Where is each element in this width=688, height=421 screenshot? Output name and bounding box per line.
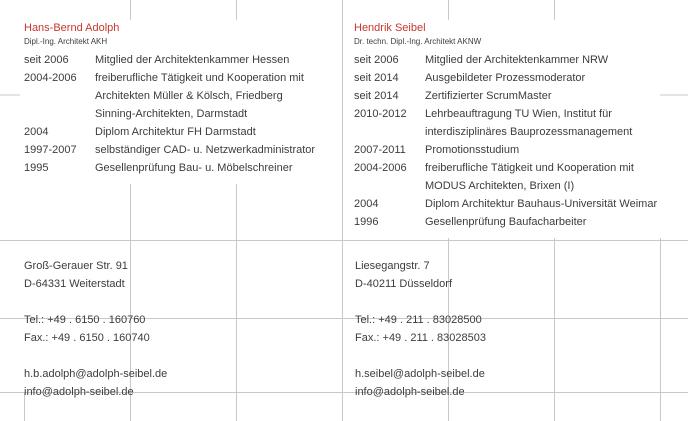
cv-entry-line: Diplom Architektur Bauhaus-Universität Weimar	[425, 198, 658, 210]
right-profile	[350, 22, 660, 231]
cv-entry-year: 2004-2006	[24, 72, 77, 84]
left-name: Hans-Bernd Adolph	[24, 22, 120, 34]
left-profile	[20, 22, 320, 177]
cv-entry-line: interdisziplinäres Bauprozessmanagement	[425, 126, 633, 138]
cv-entry-line: Ausgebildeter Prozessmoderator	[425, 72, 586, 84]
cv-entry-year: 2010-2012	[354, 108, 407, 120]
cv-entry-line: freiberufliche Tätigkeit und Kooperation mit	[95, 72, 304, 84]
right-tel-label: Tel.:	[355, 314, 376, 326]
cv-entry-line: Lehrbeauftragung TU Wien, Institut für	[425, 108, 612, 120]
right-street: Liesegangstr. 7	[355, 260, 430, 272]
cv-entry-description	[425, 51, 660, 69]
right-contact	[355, 257, 555, 401]
cv-entry-line: Gesellenprüfung Baufacharbeiter	[425, 216, 587, 228]
cv-entry-description	[425, 195, 660, 213]
left-tel-number[interactable]: +49 . 6150 . 160760	[47, 314, 146, 326]
cv-entry-description	[425, 105, 660, 141]
cv-entry	[24, 141, 320, 159]
cv-entry-year: 2004	[24, 126, 49, 138]
cv-entry-description	[95, 51, 320, 69]
cv-entry-year: 2004-2006	[354, 162, 407, 174]
right-email-link[interactable]: h.seibel@adolph-seibel.de	[355, 368, 485, 380]
right-cv-list	[350, 51, 660, 231]
cv-entry-year: seit 2014	[354, 72, 399, 84]
left-cv-list	[20, 51, 320, 177]
cv-entry-description	[425, 213, 660, 231]
cv-entry-description	[95, 159, 320, 177]
cv-entry-description	[95, 69, 320, 123]
cv-entry-line: Architekten Müller & Kölsch, Friedberg	[95, 90, 283, 102]
right-tel	[355, 311, 555, 329]
cv-entry-description	[95, 141, 320, 159]
cv-entry-description	[425, 141, 660, 159]
cv-entry-year: 1995	[24, 162, 49, 174]
cv-entry-year: 1997-2007	[24, 144, 77, 156]
cv-entry-line: Promotionsstudium	[425, 144, 520, 156]
cv-entry	[354, 195, 660, 213]
cv-entry-year: seit 2006	[24, 54, 69, 66]
cv-entry	[354, 213, 660, 231]
left-tel	[24, 311, 224, 329]
cv-entry-year: seit 2014	[354, 90, 399, 102]
cv-entry	[354, 69, 660, 87]
right-info-email-link[interactable]: info@adolph-seibel.de	[355, 386, 465, 398]
left-title: Dipl.-Ing. Architekt AKH	[24, 37, 108, 46]
cv-entry-line: Diplom Architektur FH Darmstadt	[95, 126, 256, 138]
left-fax-label: Fax.:	[24, 332, 49, 344]
cv-entry-description	[425, 159, 660, 195]
cv-entry-line: MODUS Architekten, Brixen (I)	[425, 180, 575, 192]
left-info-email-link[interactable]: info@adolph-seibel.de	[24, 386, 134, 398]
cv-entry-line: Gesellenprüfung Bau- u. Möbelschreiner	[95, 162, 293, 174]
right-fax	[355, 329, 555, 347]
cv-entry-year: 2007-2011	[354, 144, 406, 156]
cv-entry-year: 2004	[354, 198, 379, 210]
cv-entry-description	[425, 87, 660, 105]
left-city: D-64331 Weiterstadt	[24, 278, 125, 290]
cv-entry	[24, 123, 320, 141]
cv-entry	[354, 105, 660, 141]
cv-entry	[354, 51, 660, 69]
cv-entry-year: 1996	[354, 216, 379, 228]
left-email-link[interactable]: h.b.adolph@adolph-seibel.de	[24, 368, 168, 380]
left-street: Groß-Gerauer Str. 91	[24, 260, 128, 272]
left-tel-label: Tel.:	[24, 314, 45, 326]
cv-entry-year: seit 2006	[354, 54, 399, 66]
cv-entry-line: Mitglied der Architektenkammer Hessen	[95, 54, 290, 66]
right-fax-label: Fax.:	[355, 332, 380, 344]
right-city: D-40211 Düsseldorf	[355, 278, 453, 290]
cv-entry	[24, 69, 320, 123]
right-fax-number: +49 . 211 . 83028503	[382, 332, 486, 344]
cv-entry-description	[425, 69, 660, 87]
cv-entry-line: Mitglied der Architektenkammer NRW	[425, 54, 609, 66]
left-fax-number: +49 . 6150 . 160740	[51, 332, 150, 344]
cv-entry	[24, 159, 320, 177]
right-title: Dr. techn. Dipl.-Ing. Architekt AKNW	[354, 37, 482, 46]
cv-entry-description	[95, 123, 320, 141]
cv-entry-line: freiberufliche Tätigkeit und Kooperation mit	[425, 162, 634, 174]
cv-entry-line: Zertifizierter ScrumMaster	[425, 90, 552, 102]
right-tel-number[interactable]: +49 . 211 . 83028500	[378, 314, 482, 326]
cv-entry	[354, 159, 660, 195]
cv-entry	[24, 51, 320, 69]
cv-entry	[354, 87, 660, 105]
cv-entry-line: Sinning-Architekten, Darmstadt	[95, 108, 248, 120]
cv-entry	[354, 141, 660, 159]
left-contact	[24, 257, 224, 401]
right-name: Hendrik Seibel	[354, 22, 426, 34]
left-fax	[24, 329, 224, 347]
cv-entry-line: selbständiger CAD- u. Netzwerkadministrator	[95, 144, 316, 156]
